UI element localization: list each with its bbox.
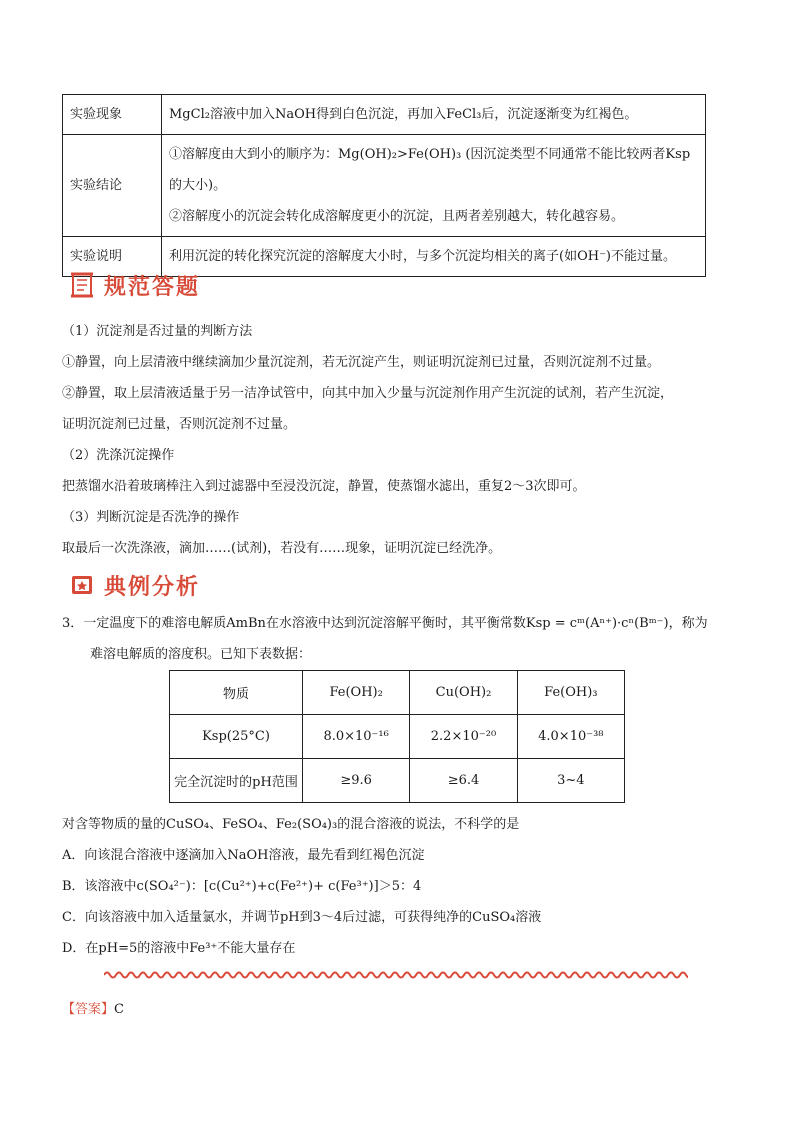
table-header-row — [170, 671, 625, 715]
table-header: 物质 — [170, 671, 303, 715]
table-cell: 完全沉淀时的pH范围 — [170, 759, 303, 803]
ksp-data-table — [169, 670, 625, 803]
row-text: ②溶解度小的沉淀会转化成溶解度更小的沉淀，且两者差别越大，转化越容易。 — [169, 209, 625, 224]
question-prompt: 对含等物质的量的CuSO₄、FeSO₄、Fe₂(SO₄)₃的混合溶液的说法，不科学的是 — [62, 817, 520, 832]
row-text: 利用沉淀的转化探究沉淀的溶解度大小时，与多个沉淀均相关的离子(如OH⁻)不能过量。 — [169, 249, 677, 264]
table-cell: 3~4 — [517, 759, 624, 803]
option-d: D．在pH=5的溶液中Fe³⁺不能大量存在 — [62, 941, 296, 956]
row-text: 的大小)。 — [169, 178, 227, 193]
section-title: 规范答题 — [104, 274, 201, 300]
guide-line: （1）沉淀剂是否过量的判断方法 — [62, 324, 253, 339]
scroll-icon — [68, 270, 98, 300]
table-header: Cu(OH)₂ — [410, 671, 517, 715]
guide-line: ①静置，向上层清液中继续滴加少量沉淀剂，若无沉淀产生，则证明沉淀剂已过量，否则沉淀剂不过量。 — [62, 355, 661, 370]
guide-line: 把蒸馏水沿着玻璃棒注入到过滤器中至浸没沉淀，静置，使蒸馏水滤出，重复2～3次即可。 — [62, 479, 586, 494]
experiment-summary-table — [62, 94, 706, 277]
row-header: 实验结论 — [63, 135, 162, 237]
wavy-divider — [104, 968, 688, 982]
table-cell: Ksp(25°C) — [170, 715, 303, 759]
row-text: MgCl₂溶液中加入NaOH得到白色沉淀，再加入FeCl₃后，沉淀逐渐变为红褐色。 — [169, 107, 638, 122]
row-content — [162, 237, 706, 277]
table-row — [170, 715, 625, 759]
option-a: A．向该混合溶液中逐滴加入NaOH溶液，最先看到红褐色沉淀 — [62, 848, 425, 863]
answer-label: 【答案】 — [62, 1002, 115, 1017]
answer-value: C — [114, 1002, 124, 1017]
book-star-icon — [68, 570, 98, 600]
table-row — [63, 135, 706, 237]
row-text: ①溶解度由大到小的顺序为：Mg(OH)₂>Fe(OH)₃ (因沉淀类型不同通常不能比较两者Ksp — [169, 147, 691, 162]
row-content — [162, 135, 706, 237]
section-heading-guide — [68, 268, 200, 302]
table-cell: ≥6.4 — [410, 759, 517, 803]
section-title: 典例分析 — [104, 574, 201, 600]
guide-line: （3）判断沉淀是否洗净的操作 — [62, 510, 240, 525]
option-b: B．该溶液中c(SO₄²⁻)：[c(Cu²⁺)+c(Fe²⁺)+ c(Fe³⁺)]＞5：4 — [62, 879, 422, 894]
row-header: 实验说明 — [63, 237, 162, 277]
table-cell: 2.2×10⁻²⁰ — [410, 715, 517, 759]
row-header: 实验现象 — [63, 95, 162, 135]
guide-line: 证明沉淀剂已过量，否则沉淀剂不过量。 — [62, 417, 297, 432]
answer-guide — [62, 316, 734, 564]
question-options — [62, 809, 734, 964]
table-cell: ≥9.6 — [303, 759, 410, 803]
question-text: 难溶电解质的溶度积。已知下表数据： — [90, 647, 312, 662]
section-heading-example — [68, 568, 200, 602]
guide-line: ②静置，取上层清液适量于另一洁净试管中，向其中加入少量与沉淀剂作用产生沉淀的试剂，若产生沉淀， — [62, 386, 674, 401]
table-cell: 8.0×10⁻¹⁶ — [303, 715, 410, 759]
question-text: 3．一定温度下的难溶电解质AmBn在水溶液中达到沉淀溶解平衡时，其平衡常数Ksp = cᵐ(Aⁿ⁺)·cⁿ(Bᵐ⁻)，称为 — [62, 616, 708, 631]
option-c: C．向该溶液中加入适量氯水，并调节pH到3～4后过滤，可获得纯净的CuSO₄溶液 — [62, 910, 542, 925]
table-header: Fe(OH)₃ — [517, 671, 624, 715]
row-content — [162, 95, 706, 135]
answer-line — [62, 994, 734, 1025]
table-row — [63, 95, 706, 135]
table-row — [170, 759, 625, 803]
guide-line: 取最后一次洗涤液，滴加……(试剂)，若没有……现象，证明沉淀已经洗净。 — [62, 541, 502, 556]
table-header: Fe(OH)₂ — [303, 671, 410, 715]
table-cell: 4.0×10⁻³⁸ — [517, 715, 624, 759]
guide-line: （2）洗涤沉淀操作 — [62, 448, 175, 463]
question-stem — [62, 608, 734, 670]
